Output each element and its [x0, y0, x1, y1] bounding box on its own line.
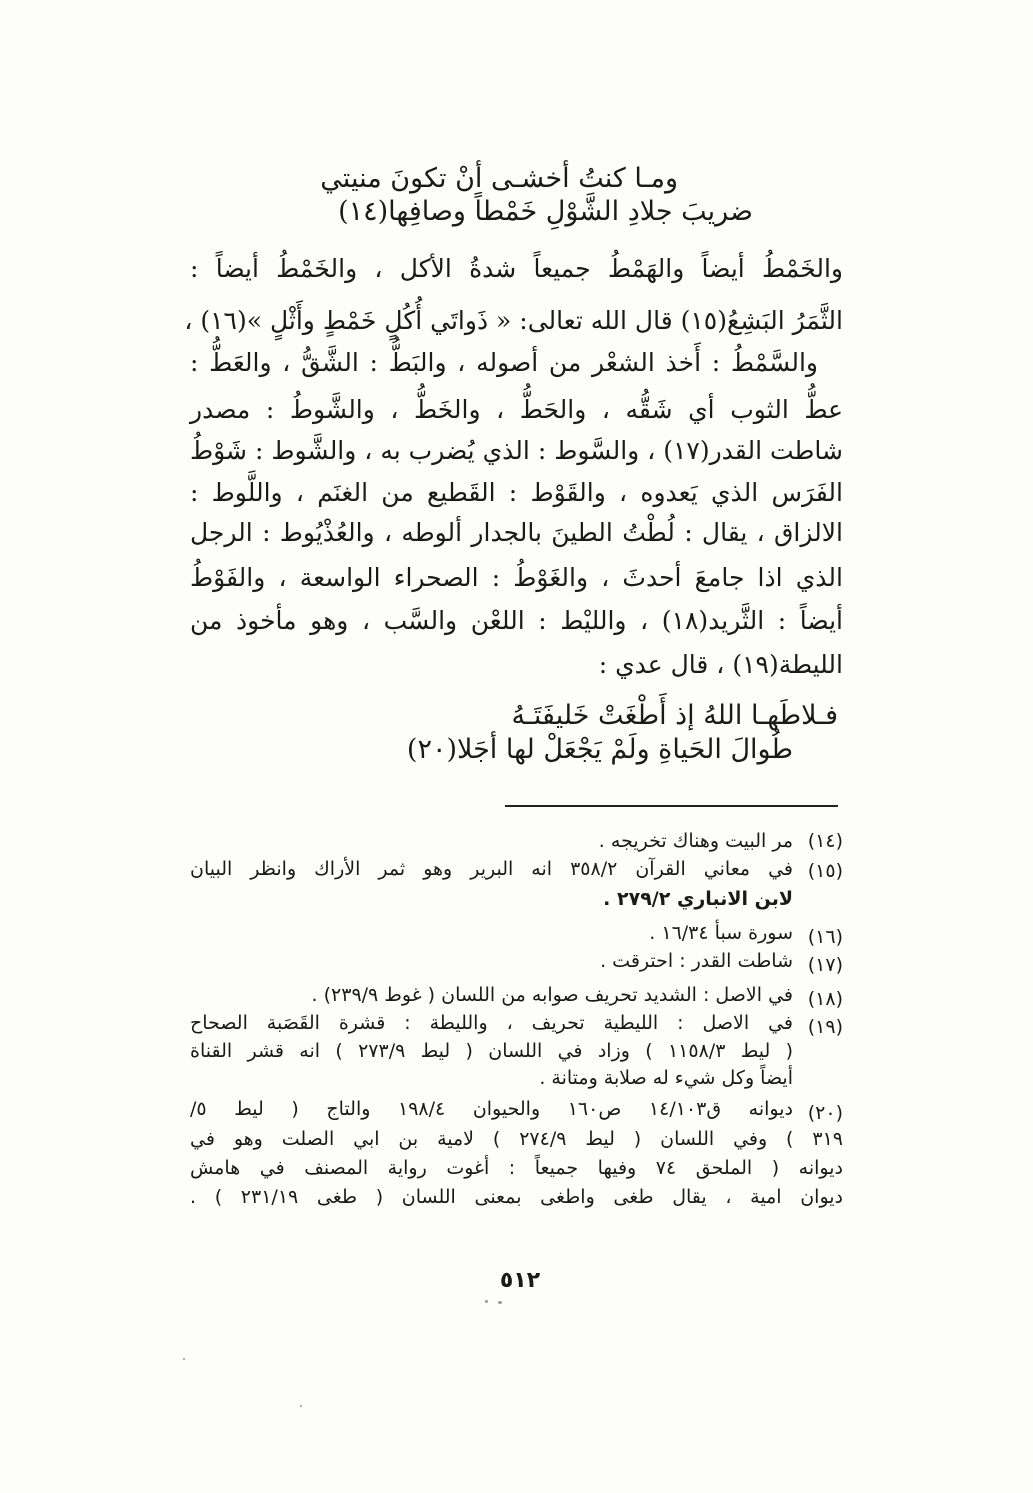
footnote-text: لابن الانباري ٢٧٩/٢ . — [603, 888, 793, 910]
verse-1-line-1: ومـا كنتُ أخشـى أنْ تكونَ منيتي — [320, 163, 678, 194]
footnote-number: (١٧) — [807, 954, 843, 976]
scan-speck — [485, 1300, 488, 1303]
body-line: عطُّ الثوب أي شَقُّه ، والحَطُّ ، والخَطُّ ، والشَّوطُ : مصدر — [190, 395, 843, 424]
body-line: الليطة(١٩) ، قال عدي : — [598, 650, 843, 679]
scan-speck — [183, 1358, 185, 1360]
footnote-text: ٣١٩ ) وفي اللسان ( ليط ٢٧٤/٩ ) لامية بن ابي الصلت وهو في — [190, 1128, 843, 1150]
footnote-text: في الاصل : الليطية تحريف ، والليطة : قشرة القَصَبة الصحاح — [190, 1012, 793, 1034]
body-line: شاطت القدر(١٧) ، والسَّوط : الذي يُضرب به ، والشَّوط : شَوْطُ — [190, 436, 844, 465]
footnote-text: في الاصل : الشديد تحريف صوابه من اللسان ( غوط ٢٣٩/٩) . — [311, 984, 793, 1006]
footnote-text: ديوان امية ، يقال طغى واطغى بمعنى اللسان ( طغى ٢٣١/١٩ ) . — [190, 1186, 844, 1208]
body-line: الفَرَس الذي يَعدوه ، والقَوْط : القَطيع من الغنَم ، واللَّوط : — [190, 478, 843, 507]
footnote-text: أيضاً وكل شيء له صلابة ومتانة . — [539, 1067, 793, 1089]
body-line: الالزاق ، يقال : لُطْتُ الطينَ بالجدار ألوطه ، والعُذْيُوط : الرجل — [190, 518, 843, 547]
scan-speck — [498, 1301, 502, 1304]
body-line: الثَّمَرُ البَشِعُ(١٥) قال الله تعالى: « ذَواتَي أُكُلٍ خَمْطٍ وأَثْلٍ »(١٦) ، — [184, 306, 843, 335]
footnote-text: في معاني القرآن ٣٥٨/٢ انه البرير وهو ثمر الأراك وانظر البيان — [190, 858, 793, 880]
footnote-text: ديوانه ( الملحق ٧٤ وفيها جميعاً : أغوت رواية المصنف في هامش — [190, 1157, 843, 1179]
footnote-number: (١٩) — [807, 1016, 843, 1038]
footnote-number: (١٥) — [807, 860, 843, 882]
scan-speck — [300, 1405, 302, 1407]
verse-2-line-2: طُوالَ الحَياةِ ولَمْ يَجْعَلْ لها أجَلا(٢٠) — [406, 734, 793, 765]
footnote-text: ( ليط ١١٥٨/٣ ) وزاد في اللسان ( ليط ٢٧٣/٩ ) انه قشر القناة — [190, 1040, 794, 1062]
footnote-text: شاطت القدر : احترقت . — [600, 950, 793, 972]
body-line: والخَمْطُ أيضاً والهَمْطُ جميعاً شدةُ الأكل ، والخَمْطُ أيضاً : — [190, 254, 843, 283]
verse-2-line-1: فـلاطَهـا اللهُ إذ أَطْغَتْ خَليفَتَـهُ — [511, 700, 838, 731]
page-number: ٥١٢ — [499, 1268, 541, 1293]
body-line: والسَّمْطُ : أَخذ الشعْر من أصوله ، والبَطُّ : الشَّقُّ ، والعَطُّ : — [190, 348, 818, 377]
footnote-separator — [505, 805, 838, 807]
footnote-text: مر البيت وهناك تخريجه . — [598, 830, 793, 852]
footnote-number: (١٨) — [807, 988, 843, 1010]
footnote-number: (١٤) — [807, 830, 843, 852]
footnote-number: (٢٠) — [807, 1102, 843, 1124]
body-line: الذي اذا جامعَ أحدثَ ، والغَوْطُ : الصحراء الواسعة ، والفَوْطُ — [190, 563, 843, 592]
verse-1-line-2: ضريبَ جلادِ الشَّوْلِ خَمْطاً وصافِها(١٤) — [338, 196, 753, 227]
footnote-text: سورة سبأ ١٦/٣٤ . — [649, 922, 793, 944]
footnote-text: ديوانه ق١٤/١٠٣ ص١٦٠ والحيوان ١٩٨/٤ والتاج ( ليط ٥/ — [190, 1098, 793, 1120]
body-line: أيضاً : الثَّريد(١٨) ، والليْط : اللعْن والسَّب ، وهو مأخوذ من — [190, 606, 843, 635]
footnote-number: (١٦) — [807, 926, 843, 948]
